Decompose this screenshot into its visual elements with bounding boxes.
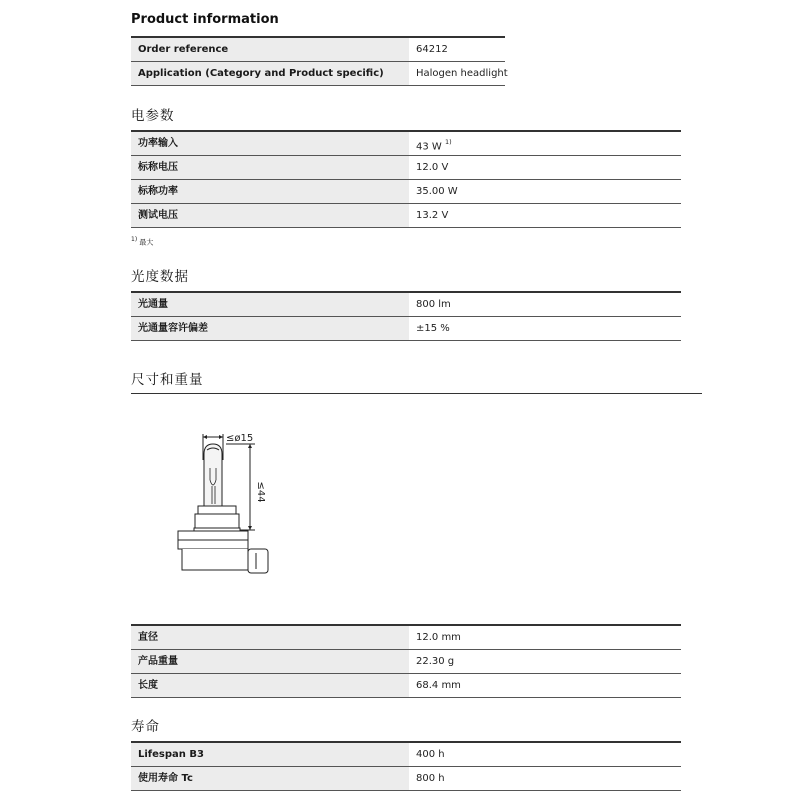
base-body xyxy=(195,514,239,528)
length-arrow-bottom xyxy=(248,526,252,530)
nominal-wattage-value: 35.00 W xyxy=(416,186,458,197)
table-row-length xyxy=(131,674,681,698)
photometric-title: 光度数据 xyxy=(131,269,189,285)
length-label: ≤44 xyxy=(255,481,266,503)
diameter-value: 12.0 mm xyxy=(416,632,461,643)
application-label: Application (Category and Product specific) xyxy=(131,62,409,85)
product-info-title: Product information xyxy=(131,12,279,27)
connector-plug xyxy=(248,549,268,573)
table-row-lifespan-tc xyxy=(131,767,681,791)
nominal-wattage-label: 标称功率 xyxy=(131,180,409,203)
base-collar xyxy=(198,506,236,514)
electrical-footnote xyxy=(131,236,153,247)
footnote-text: 最大 xyxy=(139,238,154,247)
lifespan-table xyxy=(131,741,681,791)
length-arrow-top xyxy=(248,444,252,448)
electrical-title: 电参数 xyxy=(131,108,175,124)
table-row-test-voltage xyxy=(131,204,681,228)
dimensions-table xyxy=(131,624,681,698)
lifespan-tc-label: 使用寿命 Tc xyxy=(131,767,409,790)
order-reference-value: 64212 xyxy=(416,44,448,55)
table-row-weight xyxy=(131,650,681,674)
table-row-application xyxy=(131,62,508,86)
flux-tolerance-label: 光通量容许偏差 xyxy=(131,317,409,340)
table-row-power-input xyxy=(131,132,681,156)
power-input-value-cell xyxy=(409,132,452,155)
nominal-voltage-value: 12.0 V xyxy=(416,162,449,173)
h11-bulb-drawing xyxy=(160,420,280,590)
power-input-value: 43 W xyxy=(416,141,442,153)
weight-value: 22.30 g xyxy=(416,656,455,667)
table-row-lifespan-b3 xyxy=(131,743,681,767)
product-info-table xyxy=(131,36,508,86)
footnote-mark: 1) xyxy=(131,236,138,243)
diameter-row-label: 直径 xyxy=(131,626,409,649)
glass-capsule xyxy=(204,444,222,506)
luminous-flux-label: 光通量 xyxy=(131,293,409,316)
table-row-nominal-wattage xyxy=(131,180,681,204)
diameter-arrow-right xyxy=(219,435,223,439)
lifespan-title: 寿命 xyxy=(131,719,160,735)
table-row-luminous-flux xyxy=(131,293,681,317)
length-row-label: 长度 xyxy=(131,674,409,697)
diameter-label: ≤ø15 xyxy=(226,433,254,444)
lifespan-b3-label: Lifespan B3 xyxy=(131,743,409,766)
table-row-diameter xyxy=(131,626,681,650)
luminous-flux-value: 800 lm xyxy=(416,299,451,310)
test-voltage-label: 测试电压 xyxy=(131,204,409,227)
photometric-table xyxy=(131,291,681,341)
dimensions-divider xyxy=(131,393,702,394)
dimensions-title: 尺寸和重量 xyxy=(131,372,204,388)
table-row-flux-tolerance xyxy=(131,317,681,341)
application-value: Halogen headlight xyxy=(416,68,508,79)
weight-label: 产品重量 xyxy=(131,650,409,673)
connector-housing xyxy=(182,549,248,570)
diameter-arrow-left xyxy=(203,435,207,439)
order-reference-label: Order reference xyxy=(131,38,409,61)
flux-tolerance-value: ±15 % xyxy=(416,323,450,334)
table-row-nominal-voltage xyxy=(131,156,681,180)
nominal-voltage-label: 标称电压 xyxy=(131,156,409,179)
lifespan-tc-value: 800 h xyxy=(416,773,445,784)
table-row-order-reference xyxy=(131,38,505,62)
lifespan-b3-value: 400 h xyxy=(416,749,445,760)
electrical-table xyxy=(131,130,681,228)
power-input-label: 功率输入 xyxy=(131,132,409,155)
test-voltage-value: 13.2 V xyxy=(416,210,449,221)
length-value: 68.4 mm xyxy=(416,680,461,691)
power-input-footnote-mark: 1) xyxy=(444,138,452,146)
